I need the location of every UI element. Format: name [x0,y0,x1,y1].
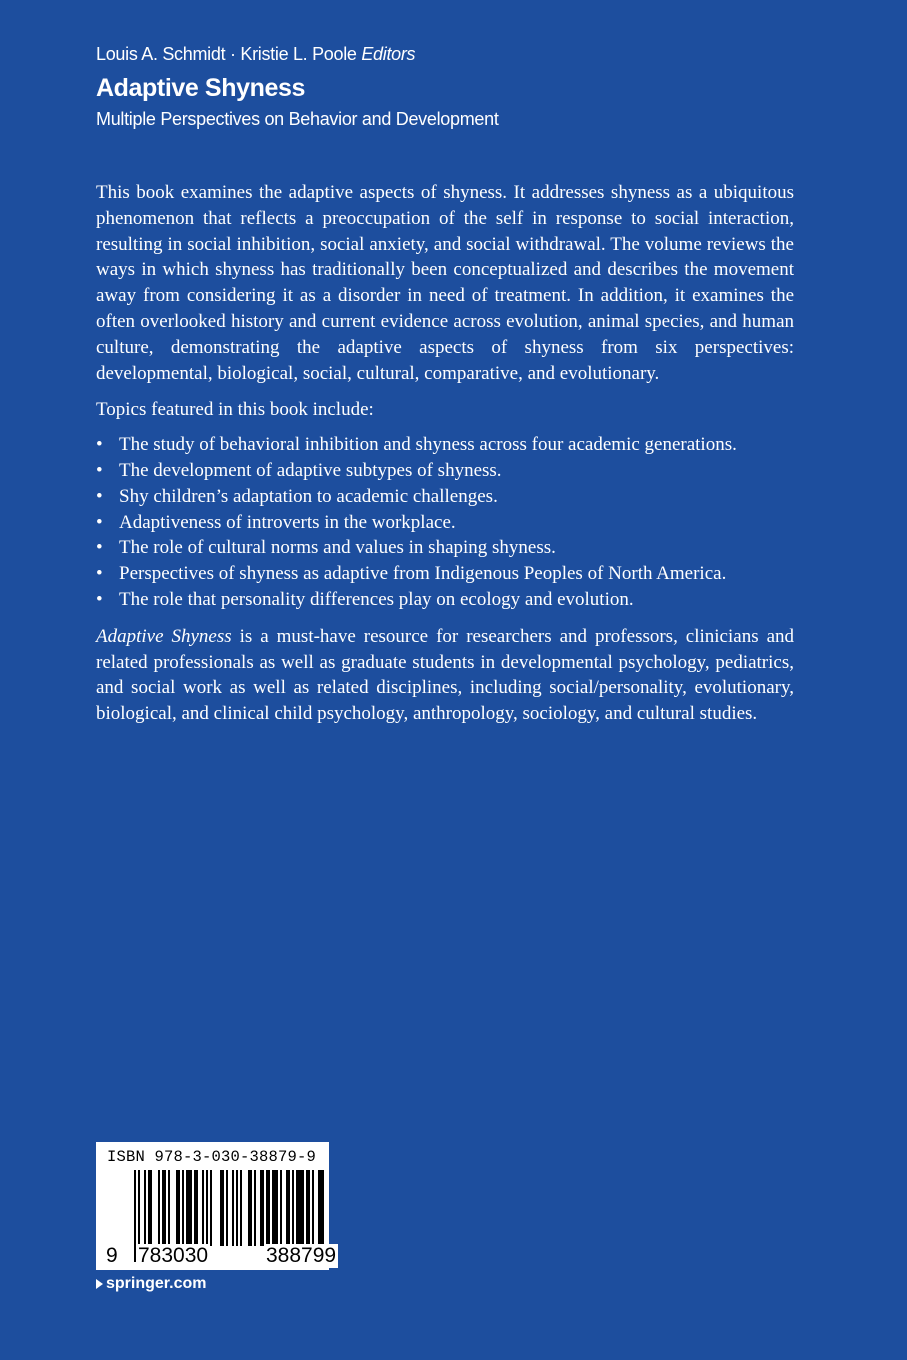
editors-line [96,44,415,65]
barcode-bar [176,1170,180,1246]
barcode-digit-lead: 9 [106,1244,118,1267]
closing-book-title: Adaptive Shyness [96,625,232,647]
arrow-right-icon [96,1279,103,1289]
barcode-bar [182,1170,184,1246]
barcode-bar [232,1170,234,1246]
barcode-digits-left: 783030 [138,1244,209,1267]
barcode-bar [240,1170,242,1246]
topics-label: Topics featured in this book include: [96,399,374,421]
barcode-bar [260,1170,264,1246]
barcode-bar [158,1170,160,1246]
barcode-bar [206,1170,208,1246]
barcode-bar [144,1170,146,1246]
closing-text: is a must-have resource for researchers and professors, clinicians and related professionals as well as graduate students in developmental psychology, pediatrics, and social work as well as related disciplines, including social/personality, evolutionary, biological, and clinical child psychology, anthropology, sociology, and cultural studies. [96,625,794,725]
topic-item: • The role that personality differences play on ecology and evolution. [96,587,794,613]
topic-item: • The role of cultural norms and values in shaping shyness. [96,535,794,561]
barcode-bar [312,1170,314,1246]
barcode-bar [148,1170,152,1246]
barcode-bar [266,1170,270,1246]
barcode-bar [248,1170,252,1246]
closing-paragraph [96,624,794,727]
barcode-bar [306,1170,310,1246]
isbn-label: ISBN 978-3-030-38879-9 [107,1148,317,1166]
barcode-bar [254,1170,256,1246]
barcode-bar [292,1170,294,1246]
springer-link[interactable] [96,1275,206,1293]
topic-item: • Adaptiveness of introverts in the workplace. [96,510,794,536]
topic-item: • Perspectives of shyness as adaptive from Indigenous Peoples of North America. [96,561,794,587]
topic-item: • The study of behavioral inhibition and shyness across four academic generations. [96,432,794,458]
isbn-barcode [96,1142,337,1270]
barcode-bar [236,1170,238,1246]
topic-item: • The development of adaptive subtypes of shyness. [96,458,794,484]
barcode-bar [186,1170,192,1246]
barcode-bar [286,1170,290,1246]
editors-role: Editors [361,44,416,64]
book-title: Adaptive Shyness [96,74,305,102]
barcode-bar [296,1170,304,1246]
barcode-bar [194,1170,198,1246]
barcode-bar [220,1170,224,1246]
intro-paragraph: This book examines the adaptive aspects of shyness. It addresses shyness as a ubiquitous phenomenon that reflects a preoccupation of the self in response to social interaction, resulting in social inhibition, social anxiety, and social withdrawal. The volume reviews the ways in which shyness has traditionally been conceptualized and describes the movement away from considering it as a disorder in need of treatment. In addition, it examines the often overlooked history and current evidence across evolution, animal species, and human culture, demonstrating the adaptive aspects of shyness from six perspectives: developmental, biological, social, cultural, comparative, and evolutionary. [96,182,794,384]
description [96,180,794,727]
book-subtitle: Multiple Perspectives on Behavior and Development [96,109,499,129]
barcode-bar [226,1170,228,1246]
barcode-bar [202,1170,204,1246]
topics-list [96,432,794,613]
barcode-digits-right: 388799 [266,1244,337,1267]
topic-item: • Shy children’s adaptation to academic challenges. [96,484,794,510]
barcode-bar [318,1170,324,1246]
barcode-bar [162,1170,166,1246]
barcode-bar [210,1170,212,1246]
springer-link-text: springer.com [106,1275,207,1292]
barcode-bar [168,1170,170,1246]
editors-names: Louis A. Schmidt · Kristie L. Poole [96,44,362,64]
